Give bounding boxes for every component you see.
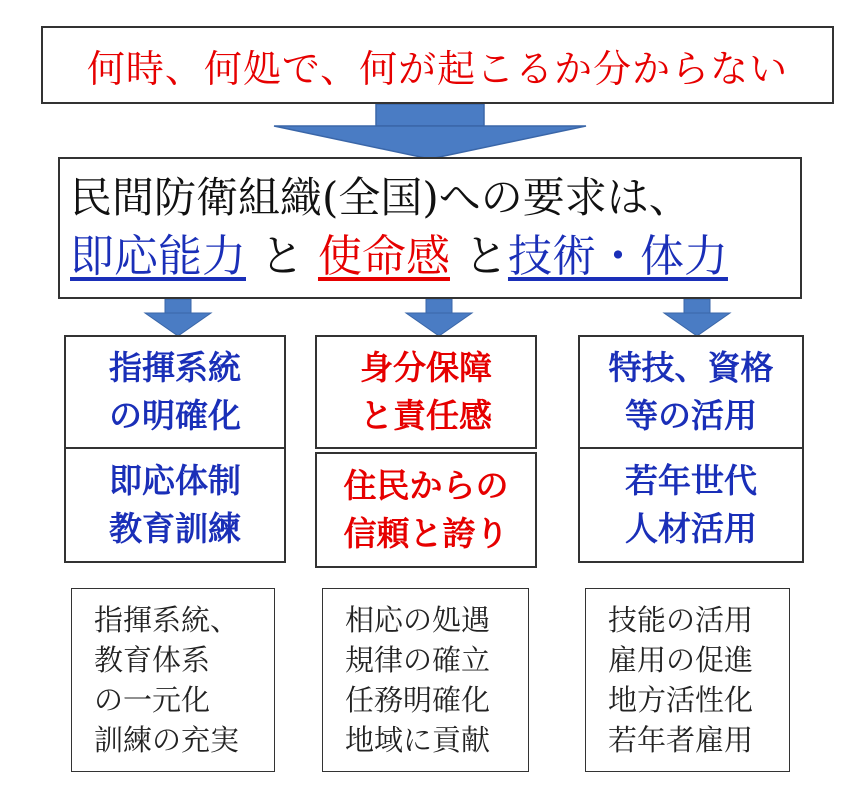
column-3-down-arrow-icon <box>662 299 732 337</box>
col2-lower-box <box>315 452 537 568</box>
col1-detail-1: 指揮系統、 <box>94 603 240 637</box>
col2-upper-box <box>315 335 537 449</box>
col1-upper-line1: 指揮系統 <box>109 348 241 387</box>
col2-details-box <box>322 588 529 772</box>
col1-detail-3: の一元化 <box>94 683 211 717</box>
keyword-readiness: 即応能力 <box>70 231 246 282</box>
keyword-skills: 技術・体力 <box>507 231 728 282</box>
col1-upper-line2: の明確化 <box>109 396 241 435</box>
col3-detail-3: 地方活性化 <box>608 683 754 717</box>
col3-lower-line1: 若年世代 <box>625 461 757 500</box>
col1-lower-box <box>64 447 286 563</box>
col2-detail-4: 地域に貢献 <box>345 723 491 757</box>
col2-upper-line2: と責任感 <box>360 396 492 435</box>
col3-detail-2: 雇用の促進 <box>608 643 754 677</box>
col1-lower-line1: 即応体制 <box>109 461 241 500</box>
col3-details-box <box>585 588 790 772</box>
column-1-down-arrow-icon <box>143 299 213 337</box>
col1-details-box <box>71 588 275 772</box>
keyword-mission: 使命感 <box>317 231 450 282</box>
col2-lower-line2: 信頼と誇り <box>343 514 509 553</box>
col3-detail-1: 技能の活用 <box>608 603 754 637</box>
col3-lower-line2: 人材活用 <box>625 509 757 548</box>
connector-2: と <box>449 231 508 282</box>
col1-lower-line2: 教育訓練 <box>109 509 241 548</box>
col3-upper-line2: 等の活用 <box>625 396 757 435</box>
col2-detail-3: 任務明確化 <box>345 683 491 717</box>
col3-detail-4: 若年者雇用 <box>608 723 754 757</box>
col2-detail-1: 相応の処遇 <box>345 603 491 637</box>
top-banner-text: 何時、何処で、何が起こるか分からない <box>86 46 789 91</box>
col1-detail-4: 訓練の充実 <box>94 723 240 757</box>
col1-upper-box <box>64 335 286 449</box>
connector-1: と <box>246 231 318 282</box>
col2-detail-2: 規律の確立 <box>345 643 491 677</box>
col3-upper-line1: 特技、資格 <box>608 348 774 387</box>
col1-detail-2: 教育体系 <box>94 643 211 677</box>
col2-upper-line1: 身分保障 <box>360 348 492 387</box>
top-banner-box <box>41 26 834 104</box>
column-2-down-arrow-icon <box>404 299 474 337</box>
col2-lower-line1: 住民からの <box>343 466 509 505</box>
requirement-intro: 民間防衛組織(全国)への要求は、 <box>70 173 691 222</box>
col3-lower-box <box>578 447 804 563</box>
requirement-box <box>58 157 802 299</box>
main-down-arrow-icon <box>272 104 588 160</box>
col3-upper-box <box>578 335 804 449</box>
requirement-keywords <box>70 227 728 287</box>
